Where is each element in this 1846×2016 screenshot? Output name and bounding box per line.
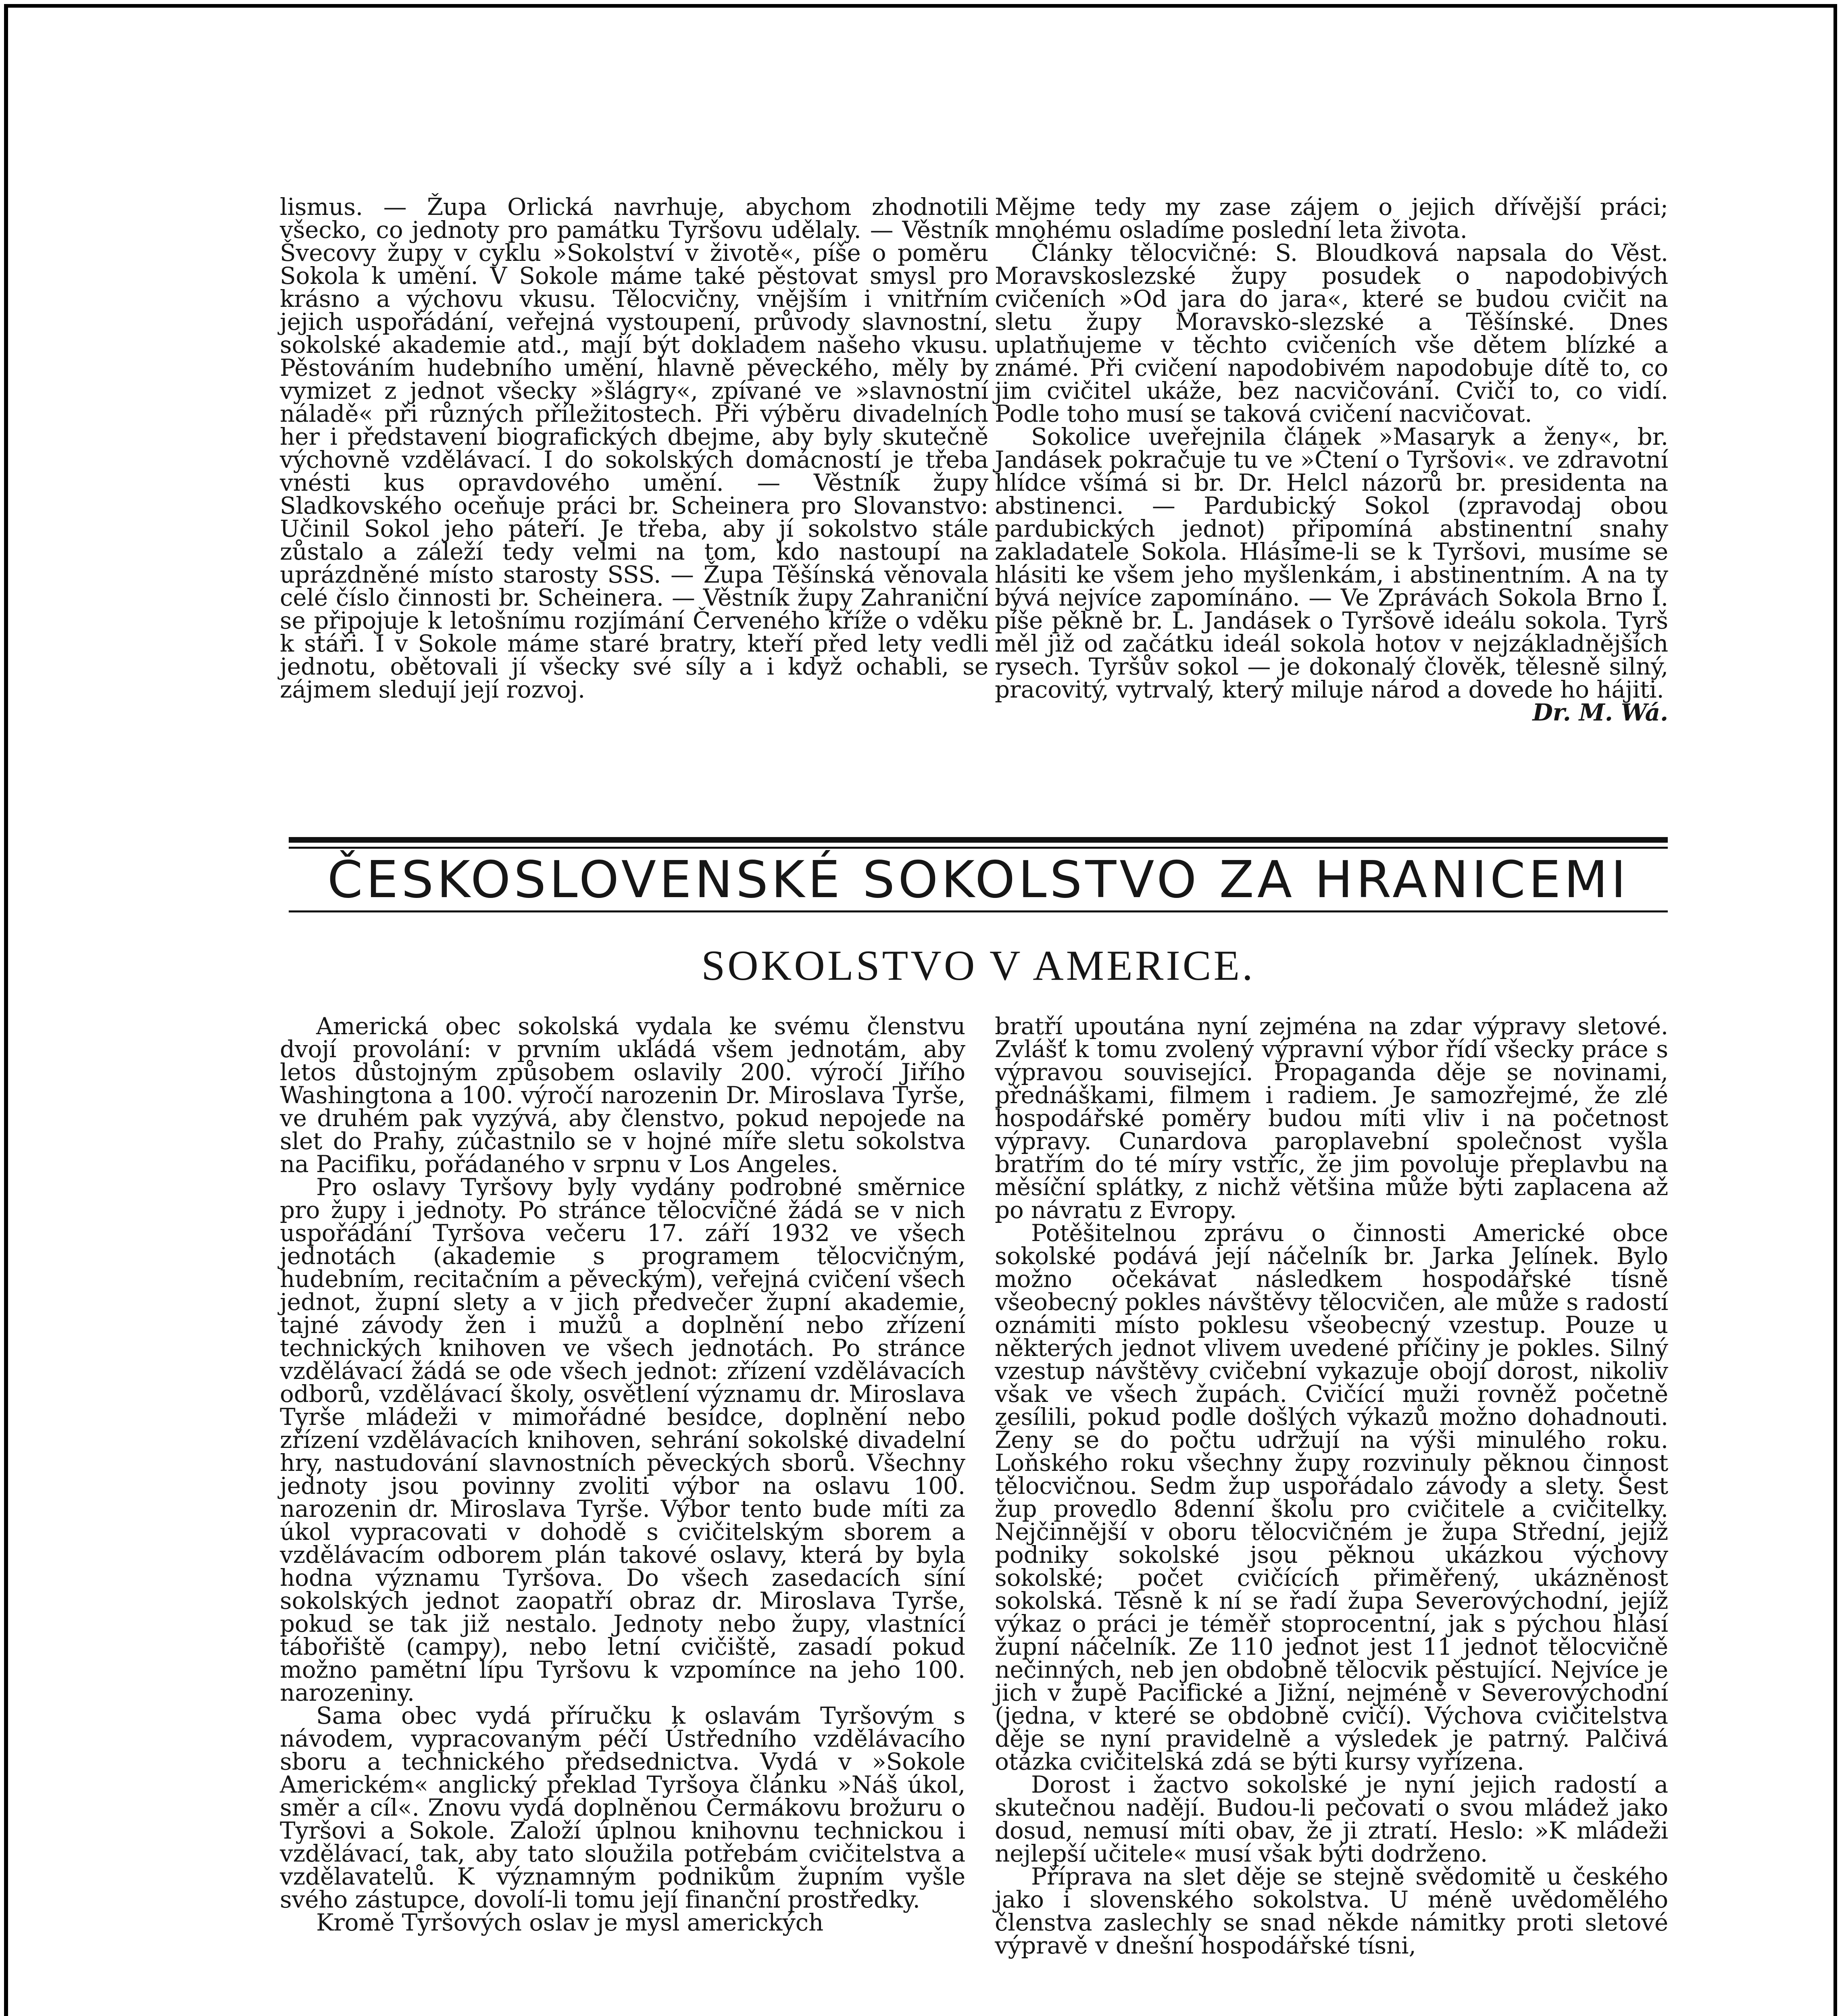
paragraph: Sama obec vydá příručku k oslavám Tyršovým s návodem, vypracovaným péčí Ústředního vzdělávacího sboru a technického předsednictva. Vydá v »Sokole Americkém« anglický překlad Tyršova článku »Náš úkol, směr a cíl«. Znovu vydá doplněnou Čermákovu brožuru o Tyršovi a Sokole. Založí úplnou knihovnu technickou i vzdělávací, tak, aby tato sloužila potřebám cvičitelstva a vzdělavatelů. K významným podnikům župním vyšle svého zástupce, dovolí-li tomu její finanční prostředky.	[280, 1702, 965, 1913]
paragraph: Články tělocvičné: S. Bloudková napsala do Věst. Moravskoslezské župy posudek o napodobivých cvičeních »Od jara do jara«, které se budou cvičit na sletu župy Moravsko-slezské a Těšínské. Dnes uplatňujeme v těchto cvičeních vše dětem blízké a známé. Při cvičení napodobivém napodobuje dítě to, co jim cvičitel ukáže, bez nacvičování. Cvičí to, co vidí. Podle toho musí se taková cvičení nacvičovat.	[995, 239, 1668, 427]
heading-rule-thin	[289, 847, 1668, 849]
paragraph: Dorost i žactvo sokolské je nyní jejich radostí a skutečnou nadějí. Budou-li pečovati o svou mládež jako dosud, nemusí míti obav, že ji ztratí. Heslo: »K mládeži nejlepší učitele« musí však býti dodrženo.	[995, 1771, 1668, 1867]
paragraph: Potěšitelnou zprávu o činnosti Americké obce sokolské podává její náčelník br. Jarka Jelínek. Bylo možno očekávat následkem hospodářské tísně všeobecný pokles návštěvy tělocvičen, ale může s radostí oznámiti místo poklesu všeobecný vzestup. Pouze u některých jednot vlivem uvedené příčiny je pokles. Silný vzestup návštěvy cvičební vykazuje obojí dorost, nikoliv však ve všech župách. Cvičící muži rovněž početně zesílili, pokud podle došlých výkazů možno dohadnouti. Ženy se do počtu udržují na výši minulého roku. Loňského roku všechny župy rozvinuly pěknou činnost tělocvičnou. Sedm žup uspořádalo závody a slety. Šest žup provedlo 8denní školu pro cvičitele a cvičitelky. Nejčinnější v oboru tělocvičném je župa Střední, jejíž podniky sokolské jsou pěknou ukázkou výchovy sokolské; počet cvičících přiměřený, ukázněnost sokolská. Těsně k ní se řadí župa Severovýchodní, jejíž výkaz o práci je téměř stoprocentní, jak s pýchou hlásí župní náčelník. Ze 110 jednot jest 11 jednot tělocvičně nečinných, neb jen obdobně tělocvik pěstující. Nejvíce je jich v župě Pacifické a Jižní, nejméně v Severovýchodní (jedna, v které se obdobně cvičí). Výchova cvičitelstva děje se nyní pravidelně a výsledek je patrný. Palčivá otázka cvičitelská zdá se býti kursy vyřízena.	[995, 1219, 1668, 1775]
paragraph: Americká obec sokolská vydala ke svému členstvu dvojí provolání: v prvním ukládá všem jednotám, aby letos důstojným způsobem oslavily 200. výročí Jiřího Washingtona a 100. výročí narozenin Dr. Miroslava Tyrše, ve druhém pak vyzývá, aby členstvo, pokud nepojede na slet do Prahy, zúčastnilo se v hojné míře sletu sokolstva na Pacifiku, pořádaného v srpnu v Los Angeles.	[280, 1012, 965, 1178]
bottom-left-column	[280, 1012, 965, 1936]
paragraph: Kromě Tyršových oslav je mysl amerických	[316, 1909, 824, 1936]
heading-rule-bottom	[289, 910, 1668, 912]
top-right-column	[995, 193, 1668, 726]
heading-rule-top	[289, 837, 1668, 843]
paragraph: Pro oslavy Tyršovy byly vydány podrobné směrnice pro župy i jednoty. Po stránce tělocvičné žádá se v nich uspořádání Tyršova večeru 17. září 1932 ve všech jednotách (akademie s programem tělocvičným, hudebním, recitačním a pěveckým), veřejná cvičení všech jednot, župní slety a v jich předvečer župní akademie, tajné závody žen i mužů a doplnění nebo zřízení technických knihoven ve všech jednotách. Po stránce vzdělávací žádá se ode všech jednot: zřízení vzdělávacích odborů, vzdělávací školy, osvětlení významu dr. Miroslava Tyrše mládeži v mimořádné besídce, doplnění nebo zřízení vzdělávacích knihoven, sehrání sokolské divadelní hry, nastudování slavnostních pěveckých sborů. Všechny jednoty jsou povinny zvoliti výbor na oslavu 100. narozenin dr. Miroslava Tyrše. Výbor tento bude míti za úkol vypracovati v dohodě s cvičitelským sborem a vzdělávacím odborem plán takové oslavy, která by byla hodna významu Tyršova. Do všech zasedacích síní sokolských jednot zaopatří obraz dr. Miroslava Tyrše, pokud se tak již nestalo. Jednoty nebo župy, vlastnící tábořiště (campy), nebo letní cvičiště, zasadí pokud možno pamětní lípu Tyršovu k vzpomínce na jeho 100. narozeniny.	[280, 1173, 965, 1706]
top-left-column	[280, 193, 988, 703]
author-signature: Dr. M. Wá.	[1532, 699, 1668, 726]
paragraph: Mějme tedy my zase zájem o jejich dřívější práci; mnohému osladíme poslední leta života.	[995, 193, 1668, 244]
paragraph: lismus. — Župa Orlická navrhuje, abychom zhodnotili všecko, co jednoty pro památku Tyršovu udělaly. — Věstník Švecovy župy v cyklu »Sokolství v životě«, píše o poměru Sokola k umění. V Sokole máme také pěstovat smysl pro krásno a výchovu vkusu. Tělocvičny, vnějším i vnitřním jejich uspořádání, veřejná vystoupení, průvody slavnostní, sokolské akademie atd., mají být dokladem našeho vkusu. Pěstováním hudebního umění, hlavně pěveckého, měly by vymizet z jednot všecky »šlágry«, zpívané ve »slavnostní náladě« při různých příležitostech. Při výběru divadelních her i představení biografických dbejme, aby byly skutečně výchovně vzdělávací. I do sokolských domácností je třeba vnésti kus opravdového umění. — Věstník župy Sladkovského oceňuje práci br. Scheinera pro Slovanstvo: Učinil Sokol jeho páteří. Je třeba, aby jí sokolstvo stále zůstalo a záleží tedy velmi na tom, kdo nastoupí na uprázdněné místo starosty SSS. — Župa Těšínská věnovala celé číslo činnosti br. Scheinera. — Věstník župy Zahraniční se připojuje k letošnímu rozjímání Červeného kříže o vděku k stáři. I v Sokole máme staré bratry, kteří před lety vedli jednotu, obětovali jí všecky své síly a i když ochabli, se zájmem sledují její rozvoj.	[280, 193, 988, 703]
article-title: SOKOLSTVO V AMERICE.	[701, 942, 1255, 989]
bottom-right-column	[995, 1012, 1668, 1959]
paragraph: Příprava na slet děje se stejně svědomitě u českého jako i slovenského sokolstva. U méně uvědomělého členstva zaslechly se snad někde námitky proti sletové výpravě v dnešní hospodářské tísni,	[995, 1863, 1668, 1959]
paragraph: Sokolice uveřejnila článek »Masaryk a ženy«, br. Jandásek pokračuje tu ve »Čtení o Tyršovi«. ve zdravotní hlídce všímá si br. Dr. Helcl názorů br. presidenta na abstinenci. — Pardubický Sokol (zpravodaj obou pardubických jednot) připomíná abstinentní snahy zakladatele Sokola. Hlásíme-li se k Tyršovi, musíme se hlásiti ke všem jeho myšlenkám, i abstinentním. A na ty bývá nejvíce zapomínáno. — Ve Zprávách Sokola Brno I. píše pěkně br. L. Jandásek o Tyršově ideálu sokola. Tyrš měl již od začátku ideál sokola hotov v nejzákladnějších rysech. Tyršův sokol — je dokonalý člověk, tělesně silný, pracovitý, vytrvalý, který miluje národ a dovede ho hájiti. Dr. M. Wá.	[995, 423, 1668, 726]
paragraph: bratří upoutána nyní zejména na zdar výpravy sletové. Zvlášť k tomu zvolený výpravní výbor řídí všecky práce s výpravou související. Propaganda děje se novinami, přednáškami, filmem i radiem. Je samozřejmé, že zlé hospodářské poměry budou míti vliv i na početnost výpravy. Cunardova paroplavební společnost vyšla bratřím do té míry vstříc, že jim povoluje přeplavbu na měsíční splátky, z nichž většina může býti zaplacena až po návratu z Evropy.	[995, 1012, 1668, 1224]
section-heading: ČESKOSLOVENSKÉ SOKOLSTVO ZA HRANICEMI	[327, 850, 1629, 909]
